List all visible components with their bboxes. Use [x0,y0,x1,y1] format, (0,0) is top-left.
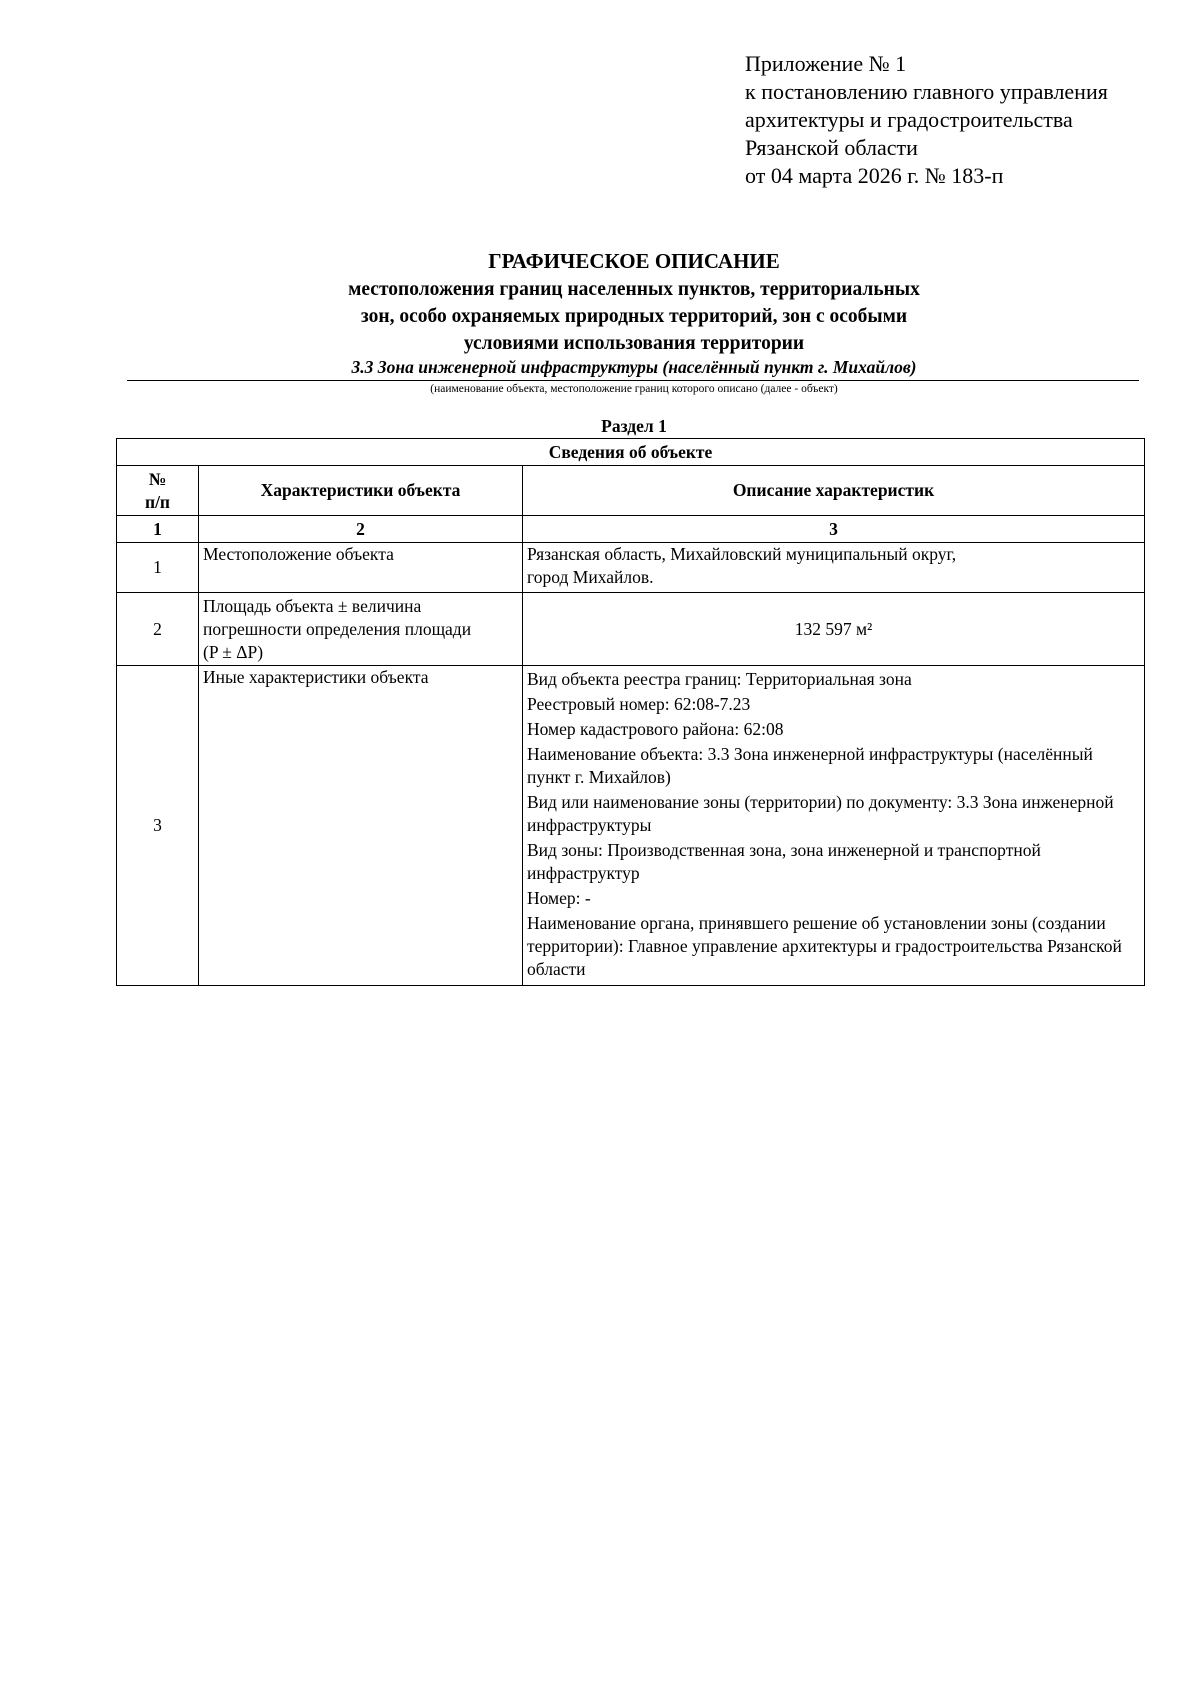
subtitle-line: условиями использования территории [463,333,805,354]
characteristic-line: Площадь объекта ± величина [203,595,422,616]
row-description [523,666,1145,986]
row-number: 3 [117,666,199,986]
table-row [117,666,1145,986]
table-title: Сведения об объекте [117,439,1145,466]
appendix-line: Рязанской области [745,135,918,160]
description-item: Номер кадастрового района: 62:08 [527,719,784,739]
row-characteristic [199,593,523,666]
object-name-underline [127,380,1139,381]
appendix-block [745,50,1108,190]
header-number-text: № п/п [144,468,171,512]
column-number: 3 [523,516,1145,543]
header-description: Описание характеристик [523,466,1145,516]
description-item: Наименование объекта: 3.3 Зона инженерной инфраструктуры (населённый пункт г. Михайлов) [527,744,1093,787]
row-description: 132 597 м² [523,593,1145,666]
description-item: Номер: - [527,888,591,908]
object-info-table [116,438,1145,986]
subtitle-line: местоположения границ населенных пунктов, территориальных [348,279,920,300]
row-characteristic: Иные характеристики объекта [199,666,523,986]
row-characteristic: Местоположение объекта [199,543,523,593]
appendix-line: от 04 марта 2026 г. № 183-п [745,163,1004,188]
description-item: Вид зоны: Производственная зона, зона инженерной и транспортной инфраструктур [527,840,1041,883]
characteristic-line: (P ± ΔP) [203,641,264,662]
appendix-line: архитектуры и градостроительства [745,107,1073,132]
document-title: ГРАФИЧЕСКОЕ ОПИСАНИЕ [488,249,780,273]
object-name: 3.3 Зона инженерной инфраструктуры (населённый пункт г. Михайлов) [351,357,917,377]
header-number [117,466,199,516]
table-row [117,593,1145,666]
characteristic-line: погрешности определения площади [203,618,472,639]
table-row [117,543,1145,593]
description-item: Реестровый номер: 62:08-7.23 [527,694,751,714]
column-number: 1 [117,516,199,543]
description-item: Наименование органа, принявшего решение об установлении зоны (создании территории): Главное управление архитектуры и градостроительства Рязанской области [527,913,1122,979]
description-item: Вид или наименование зоны (территории) по документу: 3.3 Зона инженерной инфраструктуры [527,792,1114,835]
description-line: город Михайлов. [527,567,654,587]
object-caption: (наименование объекта, местоположение границ которого описано (далее - объект) [430,383,838,395]
header-characteristic: Характеристики объекта [199,466,523,516]
description-line: Рязанская область, Михайловский муниципальный округ, [527,544,957,564]
description-item: Вид объекта реестра границ: Территориальная зона [527,669,912,689]
row-number: 1 [117,543,199,593]
row-description [523,543,1145,593]
column-number: 2 [199,516,523,543]
row-number: 2 [117,593,199,666]
section-title: Раздел 1 [601,416,667,436]
appendix-line: к постановлению главного управления [745,79,1108,104]
document-subtitle [127,276,1141,357]
appendix-line: Приложение № 1 [745,51,907,76]
subtitle-line: зон, особо охраняемых природных территорий, зон с особыми [360,306,908,327]
